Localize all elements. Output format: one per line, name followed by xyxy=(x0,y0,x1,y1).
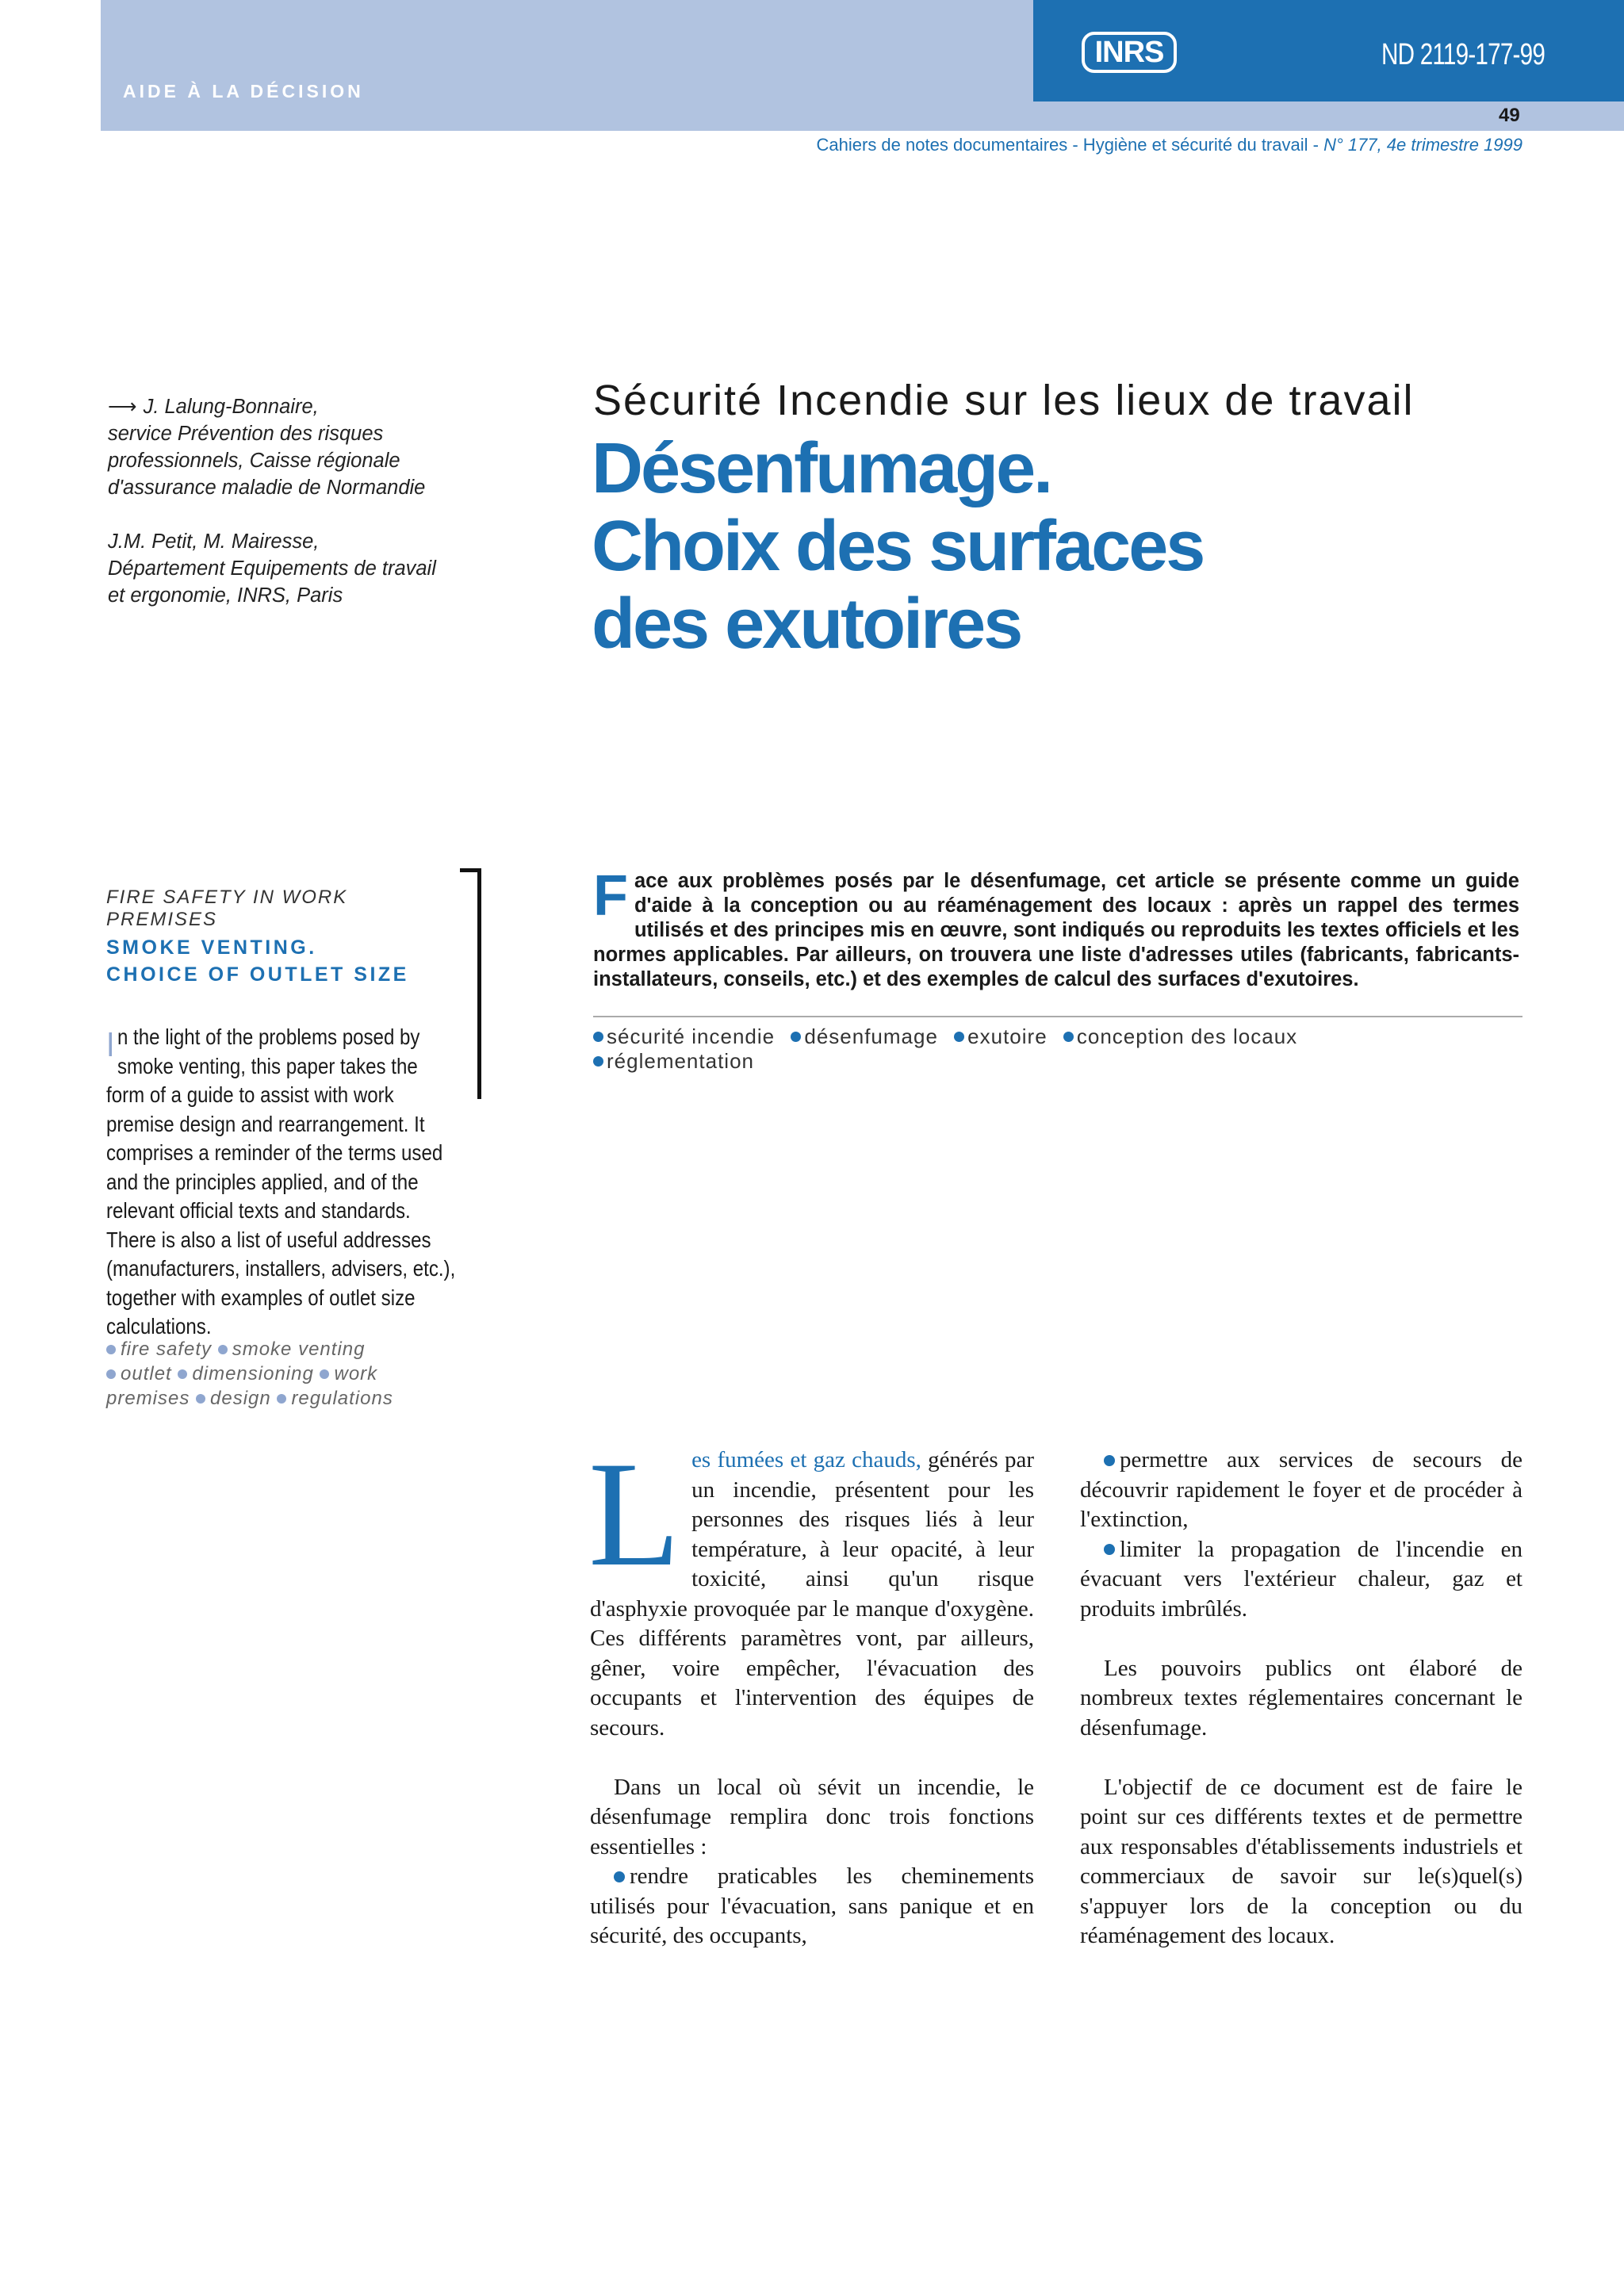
keyword: smoke venting xyxy=(232,1338,366,1360)
bullet-icon xyxy=(593,1056,603,1067)
bullet-icon xyxy=(1063,1032,1074,1042)
journal-line xyxy=(817,135,1522,155)
body-paragraph: L'objectif de ce document est de faire le point sur ces différents textes et de permettre aux responsables d'établissements industriels et commerciaux de savoir sur le(s)quel(s) s'appuyer lors de la conception ou du réaménagement des locaux. xyxy=(1080,1774,1522,1948)
english-title-line: SMOKE VENTING. xyxy=(106,936,317,959)
title-line: Désenfumage. xyxy=(592,429,1051,508)
bullet-text: permettre aux services de secours de découvrir rapidement le foyer et de procéder à l'extinction, xyxy=(1080,1447,1522,1532)
bullet-icon xyxy=(277,1394,286,1404)
body-column-1 xyxy=(588,1431,1034,1981)
bullet-icon xyxy=(1104,1544,1115,1555)
author-line: professionnels, Caisse régionale xyxy=(108,450,400,472)
body-paragraph: Dans un local où sévit un incendie, le désenfumage remplira donc trois fonctions essentielles : xyxy=(590,1774,1034,1859)
french-keywords xyxy=(593,1024,1522,1074)
summary-bracket xyxy=(460,868,481,1099)
bullet-text: limiter la propagation de l'incendie en évacuant vers l'extérieur chaleur, gaz et produits imbrûlés. xyxy=(1080,1536,1522,1622)
body-paragraph xyxy=(588,1431,1034,1743)
title-line: Choix des surfaces xyxy=(592,507,1204,586)
bullet-icon xyxy=(954,1032,964,1042)
bullet-icon xyxy=(593,1032,603,1042)
bullet-icon xyxy=(178,1369,187,1379)
title-line: des exutoires xyxy=(592,584,1021,664)
body-dropcap: L xyxy=(588,1431,681,1598)
bullet-item xyxy=(1080,1446,1522,1535)
english-kicker: FIRE SAFETY IN WORK PREMISES xyxy=(106,887,348,930)
article-kicker: Sécurité Incendie sur les lieux de travail xyxy=(593,377,1415,424)
french-abstract xyxy=(593,864,1519,992)
english-title-line: CHOICE OF OUTLET SIZE xyxy=(106,963,409,986)
keyword: dimensioning xyxy=(192,1363,314,1384)
author-line: J.M. Petit, M. Mairesse, xyxy=(108,530,320,553)
journal-name: Cahiers de notes documentaires - Hygiène et sécurité du travail - xyxy=(816,135,1324,155)
author-line: Département Equipements de travail xyxy=(108,557,436,580)
arrow-icon: ⟶ xyxy=(108,396,137,418)
english-abstract xyxy=(106,1023,455,1342)
author-group-1 xyxy=(108,393,481,501)
authors xyxy=(108,393,481,636)
author-line: et ergonomie, INRS, Paris xyxy=(108,584,343,607)
keyword: conception des locaux xyxy=(1076,1024,1298,1048)
bullet-icon xyxy=(791,1032,801,1042)
bullet-text: rendre praticables les cheminements utilisés pour l'évacuation, sans panique et en sécurité, des occupants, xyxy=(590,1863,1034,1948)
bullet-item xyxy=(590,1862,1034,1951)
english-summary xyxy=(106,887,463,1342)
keyword: work premises xyxy=(106,1363,378,1409)
bullet-icon xyxy=(106,1345,116,1354)
bullet-item xyxy=(1080,1535,1522,1625)
document-reference: ND 2119-177-99 xyxy=(1381,38,1545,71)
keyword: outlet xyxy=(121,1363,172,1384)
french-abstract-text: ace aux problèmes posés par le désenfumage, cet article se présente comme un guide d'aide à la conception ou au réaménagement des locaux : après un rappel des termes utilisés et des principes mis en œuvre, sont indiqués ou reproduits les textes officiels et les normes applicables. Par ailleurs, on trouvera une liste d'adresses utiles (fabricants, fabricants-installateurs, conseils, etc.) et des exemples de calcul des surfaces d'exutoires. xyxy=(593,870,1519,990)
inrs-logo: INRS xyxy=(1082,32,1177,73)
body-column-2 xyxy=(1080,1446,1522,1981)
author-group-2 xyxy=(108,528,481,609)
keyword: design xyxy=(210,1388,271,1409)
body-paragraph: Les pouvoirs publics ont élaboré de nombreux textes réglementaires concernant le désenfumage. xyxy=(1080,1655,1522,1741)
bullet-icon xyxy=(320,1369,329,1379)
author-line: service Prévention des risques xyxy=(108,423,384,445)
journal-issue: N° 177, 4e trimestre 1999 xyxy=(1323,135,1522,155)
article-title xyxy=(592,430,1543,663)
abstract-dropcap: F xyxy=(593,864,628,928)
keyword: regulations xyxy=(291,1388,393,1409)
bullet-icon xyxy=(1104,1455,1115,1466)
divider xyxy=(593,1016,1522,1017)
bullet-icon xyxy=(614,1871,625,1882)
paragraph-text: générés par un incendie, présentent pour les personnes des risques liés à leur température, à leur opacité, à leur toxicité, ainsi qu'un risque d'asphyxie provoquée par le manque d'oxygène. Ces différents paramètres vont, par ailleurs, gêner, voire empêcher, l'évacuation des occupants et l'intervention des équipes de secours. xyxy=(590,1447,1034,1741)
author-line: d'assurance maladie de Normandie xyxy=(108,477,426,499)
english-keywords xyxy=(106,1337,455,1411)
bullet-icon xyxy=(218,1345,228,1354)
keyword: sécurité incendie xyxy=(607,1024,776,1048)
english-dropcap: I xyxy=(106,1025,115,1064)
keyword: réglementation xyxy=(607,1049,754,1073)
page-number: 49 xyxy=(1499,105,1520,126)
section-label: AIDE À LA DÉCISION xyxy=(123,81,364,101)
keyword: exutoire xyxy=(967,1024,1048,1048)
author-line: J. Lalung-Bonnaire, xyxy=(143,396,319,418)
keyword: fire safety xyxy=(121,1338,213,1360)
lead-in: es fumées et gaz chauds, xyxy=(691,1447,921,1473)
english-abstract-text: n the light of the problems posed by smoke venting, this paper takes the form of a guide to assist with work premise design and rearrangement. It comprises a reminder of the terms used and the principles applied, and of the relevant official texts and standards. There is also a list of useful addresses (manufacturers, installers, advisers, etc.), together with examples of outlet size calculations. xyxy=(106,1024,456,1338)
keyword: désenfumage xyxy=(804,1024,938,1048)
bullet-icon xyxy=(106,1369,116,1379)
bullet-icon xyxy=(196,1394,205,1404)
